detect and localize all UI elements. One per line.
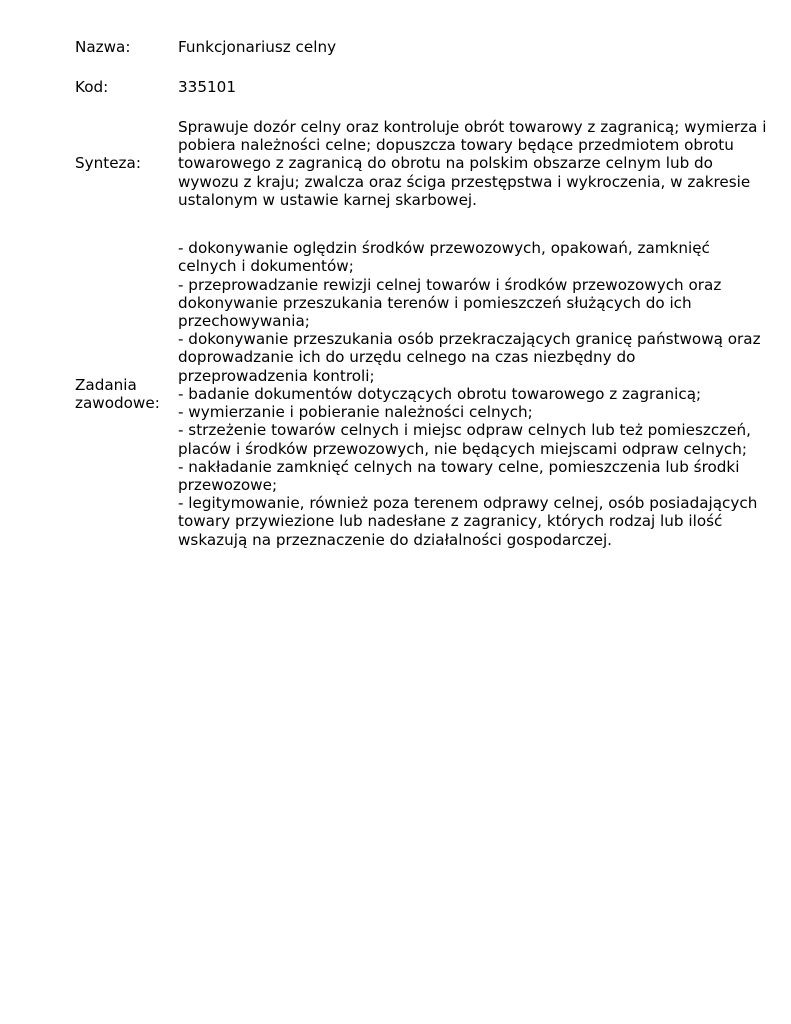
field-nazwa <box>75 38 765 56</box>
field-synteza <box>75 118 765 209</box>
field-zadania-zawodowe <box>75 230 765 558</box>
label-zadania-zawodowe: Zadania zawodowe: <box>75 375 160 412</box>
synteza-text: Sprawuje dozór celny oraz kontroluje obrót towarowy z zagranicą; wymierza i pobiera należności celne; dopuszcza towary będące przedmiotem obrotu towarowego z zagranicą do obrotu na polskim obszarze celnym lub do wywozu z kraju; zwalcza oraz ściga przestępstwa i wykroczenia, w zakresie ustalonym w ustawie karnej skarbowej. <box>178 118 767 209</box>
task-item: - nakładanie zamknięć celnych na towary celne, pomieszczenia lub środki przewozowe; <box>178 457 740 494</box>
value-nazwa: Funkcjonariusz celny <box>178 37 337 56</box>
task-item: - przeprowadzanie rewizji celnej towarów i środków przewozowych oraz dokonywanie przeszukania terenów i pomieszczeń służących do ich przechowywania; <box>178 275 722 331</box>
task-item: - strzeżenie towarów celnych i miejsc odpraw celnych lub też pomieszczeń, placów i środków przewozowych, nie będących miejscami odpraw celnych; <box>178 421 751 458</box>
label-kod: Kod: <box>75 77 109 96</box>
task-item: - legitymowanie, również poza terenem odprawy celnej, osób posiadających towary przywiezione lub nadesłane z zagranicy, których rodzaj lub ilość wskazują na przeznaczenie do działalności gospodarczej. <box>178 494 758 549</box>
field-kod <box>75 78 765 96</box>
value-kod: 335101 <box>178 77 236 96</box>
label-synteza: Synteza: <box>75 154 141 173</box>
task-item: - badanie dokumentów dotyczących obrotu towarowego z zagranicą; <box>178 384 702 403</box>
value-synteza <box>178 118 768 209</box>
task-item: - dokonywanie przeszukania osób przekraczających granicę państwową oraz doprowadzanie ich do urzędu celnego na czas niezbędny do przeprowadzenia kontroli; <box>178 330 761 385</box>
task-item: - dokonywanie oględzin środków przewozowych, opakowań, zamknięć celnych i dokumentów; <box>178 239 710 276</box>
value-zadania-zawodowe <box>178 239 768 548</box>
label-nazwa: Nazwa: <box>75 37 131 56</box>
task-item: - wymierzanie i pobieranie należności celnych; <box>178 403 533 422</box>
